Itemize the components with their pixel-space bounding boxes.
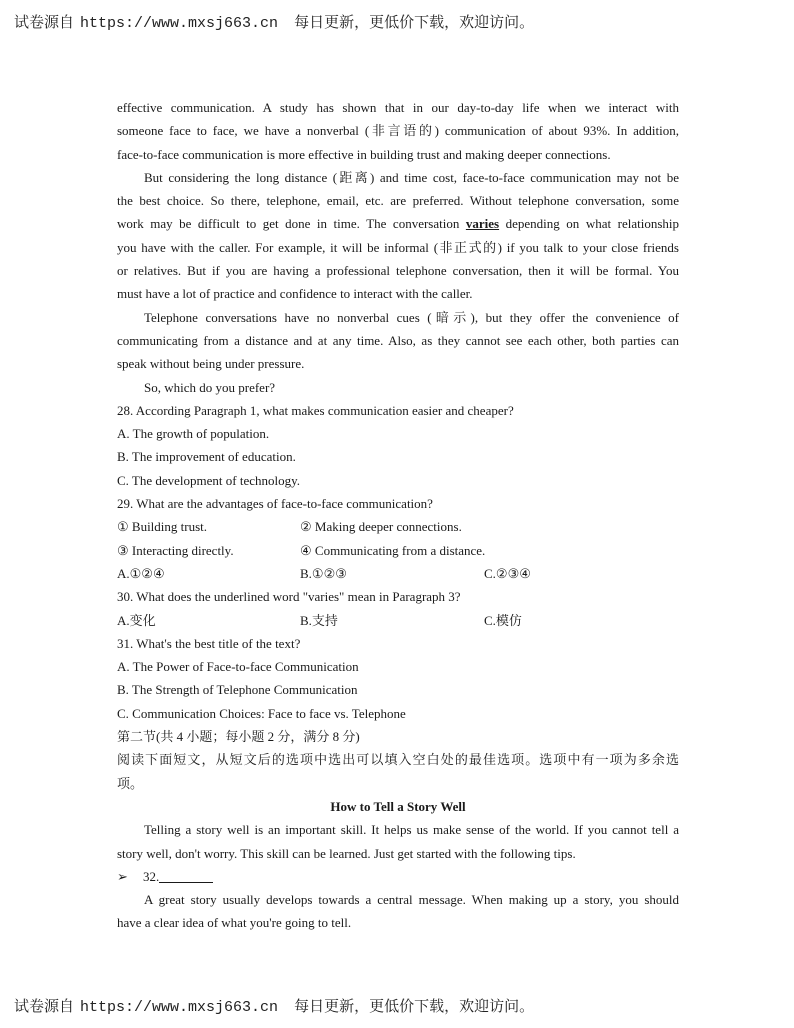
passage-line: face-to-face communication is more effective in building trust and making deeper connections. <box>117 146 611 162</box>
question-29-item-3: ③ Interacting directly. <box>117 542 234 558</box>
passage-line: effective communication. A study has shown that in our day-to-day life when we interact with <box>117 100 679 115</box>
question-28-option-a[interactable]: A. The growth of population. <box>117 426 270 442</box>
passage-line: you have with the caller. For example, it will be informal (非正式的) if you talk to your close friends <box>117 239 679 255</box>
question-30-option-c[interactable]: C.模仿 <box>484 612 522 628</box>
passage-line: Telling a story well is an important skill. It helps us make sense of the world. If you cannot tell a <box>144 822 679 838</box>
passage-title: How to Tell a Story Well <box>330 798 466 814</box>
banner-url-link[interactable]: https://www.mxsj663.cn <box>80 999 279 1016</box>
underlined-word-varies: varies <box>465 216 500 232</box>
passage-line <box>117 212 679 235</box>
banner-source-label: 试卷源自 <box>14 13 75 31</box>
passage-line: someone face to face, we have a nonverbal (非言语的) communication of about 93%. In addition, <box>117 123 679 139</box>
question-29-item-2: ② Making deeper connections. <box>300 519 462 535</box>
question-28-option-c[interactable]: C. The development of technology. <box>117 472 301 488</box>
passage-line: story well, don't worry. This skill can be learned. Just get started with the following tips. <box>117 845 576 861</box>
banner-url-link[interactable]: https://www.mxsj663.cn <box>80 15 279 32</box>
passage-line: communicating from a distance and at any time. Also, as they cannot see each other, both parties can <box>117 332 679 348</box>
question-28-option-b[interactable]: B. The improvement of education. <box>117 449 296 465</box>
question-29-items-row <box>117 539 679 562</box>
passage-line: have a clear idea of what you're going to tell. <box>117 915 352 931</box>
question-30-option-a[interactable]: A.变化 <box>117 612 156 628</box>
passage-line: the best choice. So there, telephone, email, etc. are preferred. Without telephone conversation, some <box>117 193 679 209</box>
question-31-option-a[interactable]: A. The Power of Face-to-face Communication <box>117 659 359 675</box>
passage-text: depending on what relationship <box>499 216 679 232</box>
question-29-stem: 29. What are the advantages of face-to-face communication? <box>117 496 433 512</box>
question-30-stem: 30. What does the underlined word "varies" mean in Paragraph 3? <box>117 589 461 605</box>
passage-line: So, which do you prefer? <box>144 379 276 395</box>
passage-line: speak without being under pressure. <box>117 356 305 372</box>
question-31-option-c[interactable]: C. Communication Choices: Face to face vs. Telephone <box>117 705 406 721</box>
question-29-option-c[interactable]: C.②③④ <box>484 565 531 581</box>
banner-source-label: 试卷源自 <box>14 997 75 1015</box>
passage-line: or relatives. But if you are having a professional telephone conversation, then it will be formal. You <box>117 263 679 279</box>
section-2-instruction: 项。 <box>117 775 144 791</box>
banner-slogan: 每日更新，更低价下载，欢迎访问。 <box>294 13 535 31</box>
question-28-stem: 28. According Paragraph 1, what makes communication easier and cheaper? <box>117 402 514 418</box>
passage-line: Telephone conversations have no nonverbal cues (暗示), but they offer the convenience of <box>144 309 679 325</box>
tip-32-number: 32. <box>143 868 160 884</box>
question-31-option-b[interactable]: B. The Strength of Telephone Communication <box>117 682 358 698</box>
question-29-option-b[interactable]: B.①②③ <box>300 565 347 581</box>
passage-text: work may be difficult to get done in time. The conversation <box>117 216 466 232</box>
passage-line: must have a lot of practice and confidence to interact with the caller. <box>117 286 473 302</box>
bottom-source-banner <box>14 995 534 1016</box>
question-29-item-1: ① Building trust. <box>117 519 208 535</box>
passage-line: A great story usually develops towards a central message. When making up a story, you should <box>144 892 679 908</box>
question-30-option-b[interactable]: B.支持 <box>300 612 338 628</box>
answer-blank-32[interactable] <box>159 868 213 883</box>
question-31-stem: 31. What's the best title of the text? <box>117 635 301 651</box>
question-29-items-row <box>117 515 679 538</box>
question-29-option-a[interactable]: A.①②④ <box>117 565 165 581</box>
question-29-item-4: ④ Communicating from a distance. <box>300 542 486 558</box>
arrow-bullet-icon: ➢ <box>117 868 128 884</box>
question-29-options-row <box>117 562 679 585</box>
exam-page-content <box>117 96 679 935</box>
tip-32-heading <box>117 865 679 888</box>
section-2-heading: 第二节(共 4 小题；每小题 2 分，满分 8 分) <box>117 729 360 745</box>
top-source-banner <box>14 11 534 32</box>
section-2-instruction: 阅读下面短文，从短文后的选项中选出可以填入空白处的最佳选项。选项中有一项为多余选 <box>117 752 679 768</box>
passage-line: But considering the long distance (距离) and time cost, face-to-face communication may not be <box>144 169 679 185</box>
question-30-options-row <box>117 609 679 632</box>
banner-slogan: 每日更新，更低价下载，欢迎访问。 <box>294 997 535 1015</box>
